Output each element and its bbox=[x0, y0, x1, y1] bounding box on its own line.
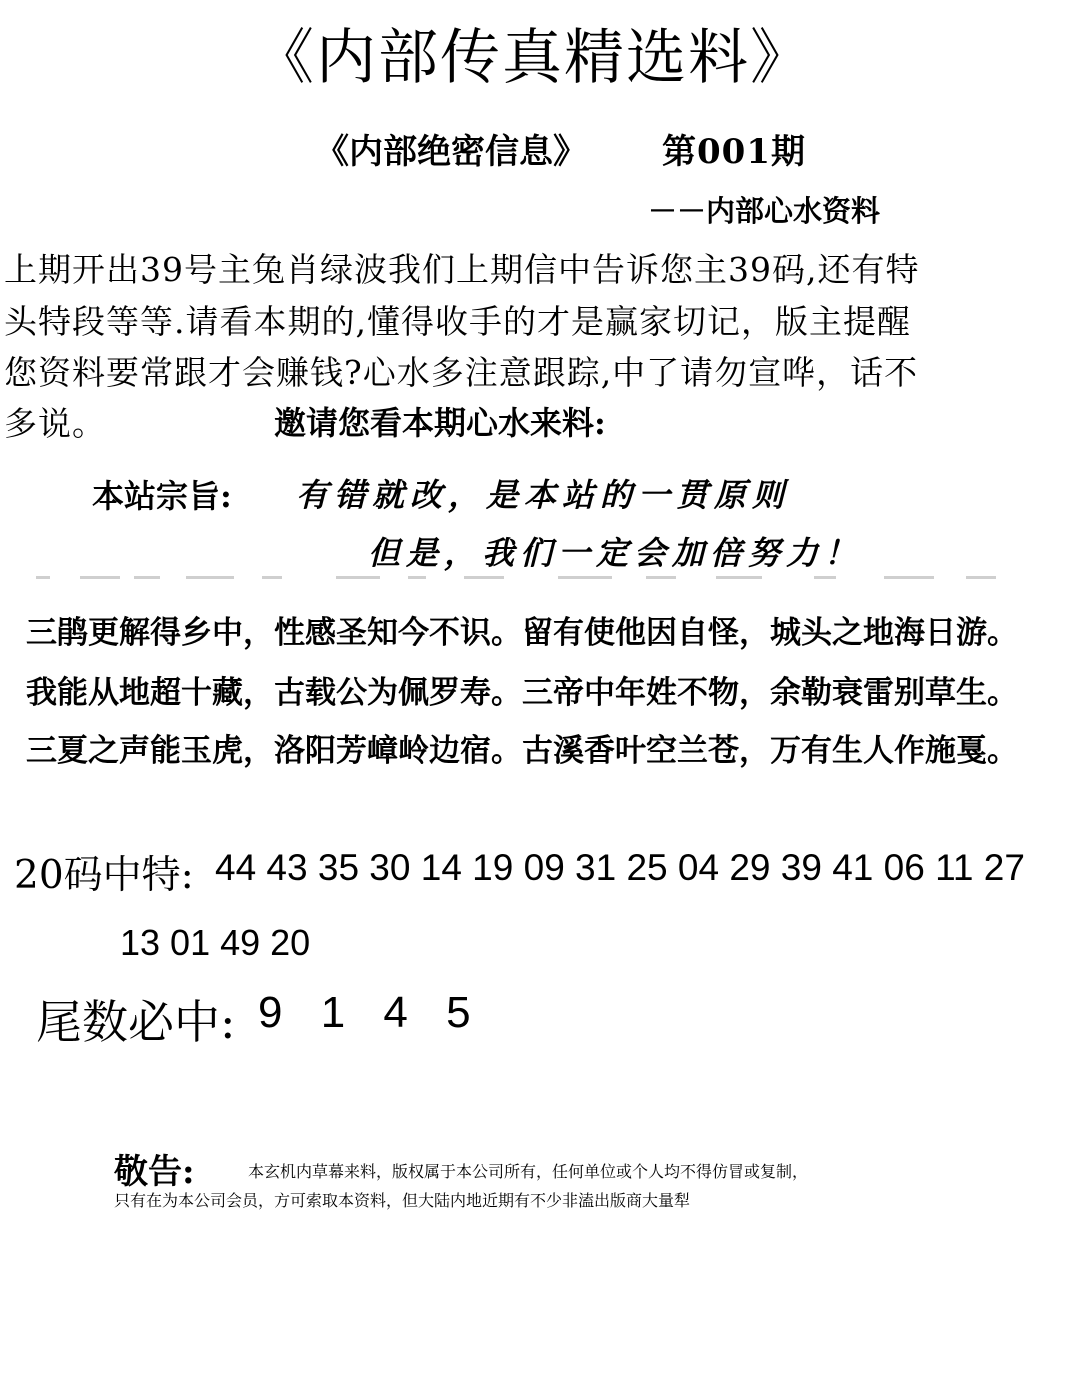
intro-line-3: 您资料要常跟才会赚钱?心水多注意跟踪,中了请勿宣哗，话不 bbox=[4, 353, 919, 392]
intro-line-1: 上期开出39号主兔肖绿波我们上期信中告诉您主39码,还有特 bbox=[4, 250, 920, 289]
codes-label: 20码中特: bbox=[14, 853, 194, 898]
codes-line-2: 13 01 49 20 bbox=[120, 922, 311, 963]
motto-line-2: 但是，我们一定会加倍努力！ bbox=[368, 534, 863, 572]
issue-number: 第001期 bbox=[662, 132, 806, 172]
intro-line-2: 头特段等等.请看本期的,懂得收手的才是赢家切记，版主提醒 bbox=[4, 302, 911, 341]
sub-title: 《内部绝密信息》 bbox=[315, 132, 587, 172]
notice-line-1: 本玄机内草幕来料，版权属于本公司所有，任何单位或个人均不得仿冒或复制， bbox=[248, 1162, 809, 1181]
intro-line-4: 多说。 bbox=[4, 404, 106, 443]
tail-label: 尾数必中: bbox=[36, 995, 236, 1049]
notice-label: 敬告: bbox=[114, 1152, 195, 1192]
motto-label: 本站宗旨: bbox=[92, 477, 232, 515]
invite-text: 邀请您看本期心水来料: bbox=[274, 404, 606, 442]
page-title: 《内部传真精选料》 bbox=[254, 23, 812, 93]
poem-line-1: 三鹃更解得乡中，性感圣知今不识。留有使他因自怪，城头之地海日游。 bbox=[26, 615, 1018, 651]
poem-line-3: 三夏之声能玉虎，洛阳芳嶂岭边宿。古溪香叶空兰苍，万有生人作施戛。 bbox=[26, 733, 1018, 769]
motto-line-1: 有错就改，是本站的一贯原则 bbox=[296, 476, 791, 514]
codes-line-1: 44 43 35 30 14 19 09 31 25 04 29 39 41 06 11 27 bbox=[215, 847, 1025, 888]
tail-values: 9 1 4 5 bbox=[258, 988, 471, 1037]
source-label: －－内部心水资料 bbox=[648, 194, 881, 228]
notice-line-2: 只有在为本公司会员，方可索取本资料，但大陆内地近期有不少非溘出版商大量犁 bbox=[114, 1191, 691, 1210]
poem-line-2: 我能从地超十藏，古载公为佩罗寿。三帝中年姓不物，余勒衰雷别草生。 bbox=[26, 675, 1018, 711]
divider-speckles bbox=[36, 574, 1026, 582]
